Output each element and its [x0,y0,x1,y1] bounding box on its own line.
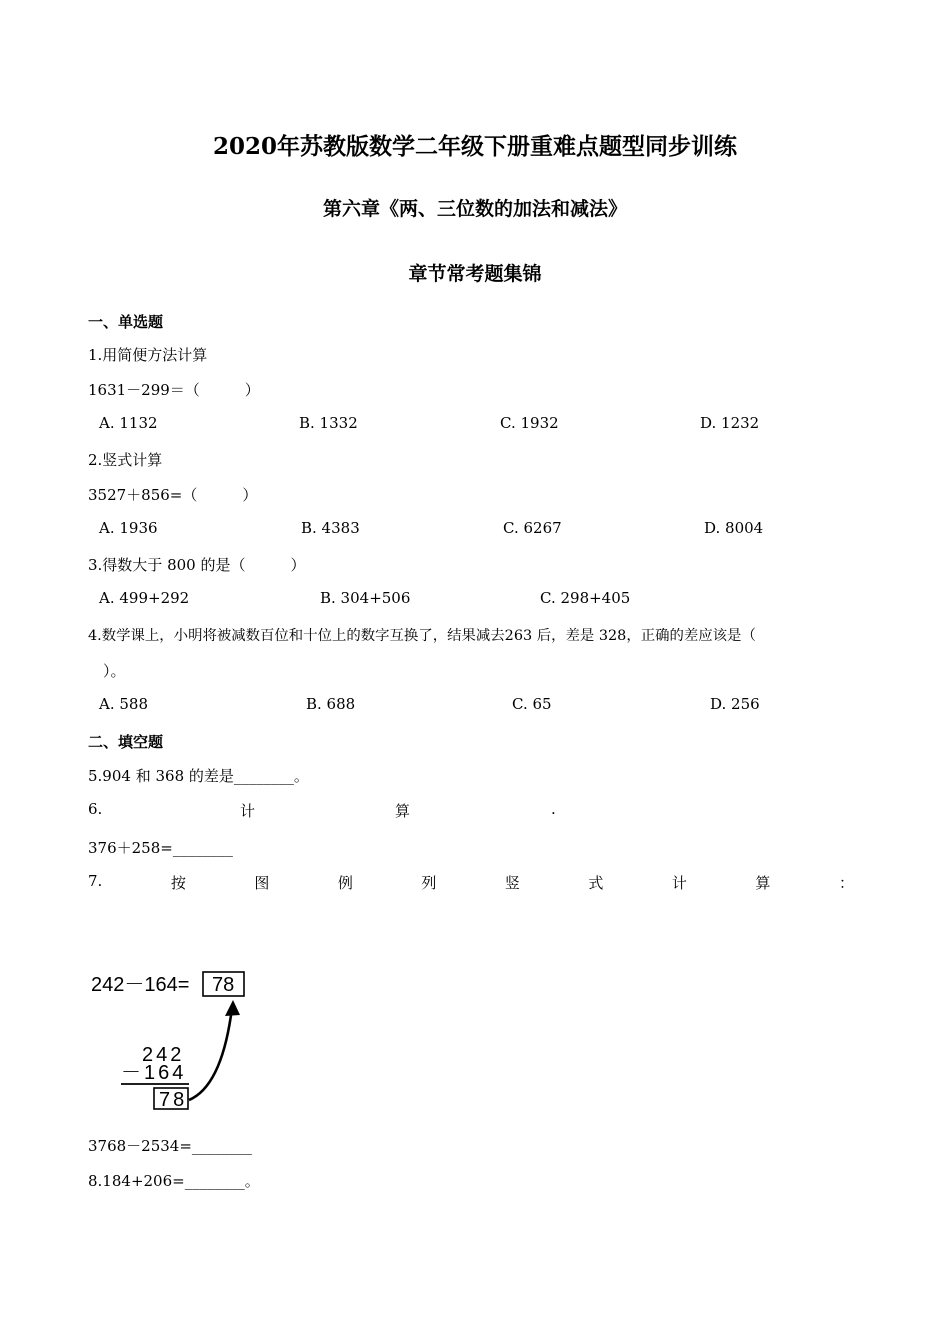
example-minuend: 242 [142,1044,185,1066]
question-6-word-1: 计 [240,802,256,820]
arrow-head-icon [225,1000,240,1016]
vertical-subtraction-example-figure [88,966,258,1116]
question-2-expression: 3527＋856=（ ） [88,486,258,504]
curved-arrow-line [189,1008,232,1100]
question-4-option-c: C. 65 [512,695,552,713]
question-8-stem: 8.184+206=________。 [88,1172,260,1190]
question-1-stem: 1.用简便方法计算 [88,346,208,364]
question-7-char: 按 [170,874,186,892]
section-subtitle: 章节常考题集锦 [408,263,542,285]
section-heading-single-choice: 一、单选题 [88,313,164,331]
question-7-char: 计 [671,874,687,892]
question-7-stem [88,872,854,893]
question-3-stem: 3.得数大于 800 的是（ ） [88,556,306,574]
question-4-option-b: B. 688 [306,695,356,713]
question-3-option-a: A. 499+292 [99,589,190,607]
question-1-option-b: B. 1332 [299,414,358,432]
chapter-title: 第六章《两、三位数的加法和减法》 [322,198,627,220]
question-2-stem: 2.竖式计算 [88,451,163,469]
question-6-number: 6. [88,800,103,818]
question-1-expression: 1631－299＝（ ） [88,381,260,399]
question-5-stem: 5.904 和 368 的差是________。 [88,767,309,785]
section-heading-fill-blank: 二、填空题 [88,733,164,751]
question-7-char: 图 [254,874,270,892]
question-7-char: 算 [755,874,771,892]
question-6-expression: 376＋258=________ [88,839,233,857]
question-7-char: 竖 [504,874,520,892]
question-1-option-d: D. 1232 [700,414,760,432]
question-3-option-b: B. 304+506 [320,589,411,607]
example-equation: 242－164= [91,974,190,996]
question-7-char: 列 [421,874,437,892]
question-7-char: 式 [588,874,604,892]
question-4-option-a: A. 588 [99,695,148,713]
question-7-number: 7. [88,872,103,890]
question-2-option-a: A. 1936 [99,519,158,537]
question-2-option-b: B. 4383 [301,519,360,537]
question-4-stem-continued: ）。 [88,662,126,680]
question-4-option-d: D. 256 [710,695,760,713]
question-7-expression: 3768－2534=________ [88,1137,252,1155]
example-result: 78 [159,1089,188,1111]
example-subtrahend: －164 [121,1062,187,1084]
question-6-period: . [551,800,556,818]
question-7-colon: ： [838,874,854,892]
question-3-option-c: C. 298+405 [540,589,631,607]
question-7-char: 例 [337,874,353,892]
question-6-word-2: 算 [395,802,411,820]
question-1-option-c: C. 1932 [500,414,559,432]
question-2-option-d: D. 8004 [704,519,764,537]
document-title: 2020年苏教版数学二年级下册重难点题型同步训练 [212,133,737,160]
question-4-stem: 4.数学课上，小明将被减数百位和十位上的数字互换了，结果减去263 后，差是 328，正确的差应该是（ [88,628,756,644]
example-answer: 78 [212,974,235,996]
question-1-option-a: A. 1132 [99,414,158,432]
question-2-option-c: C. 6267 [503,519,562,537]
